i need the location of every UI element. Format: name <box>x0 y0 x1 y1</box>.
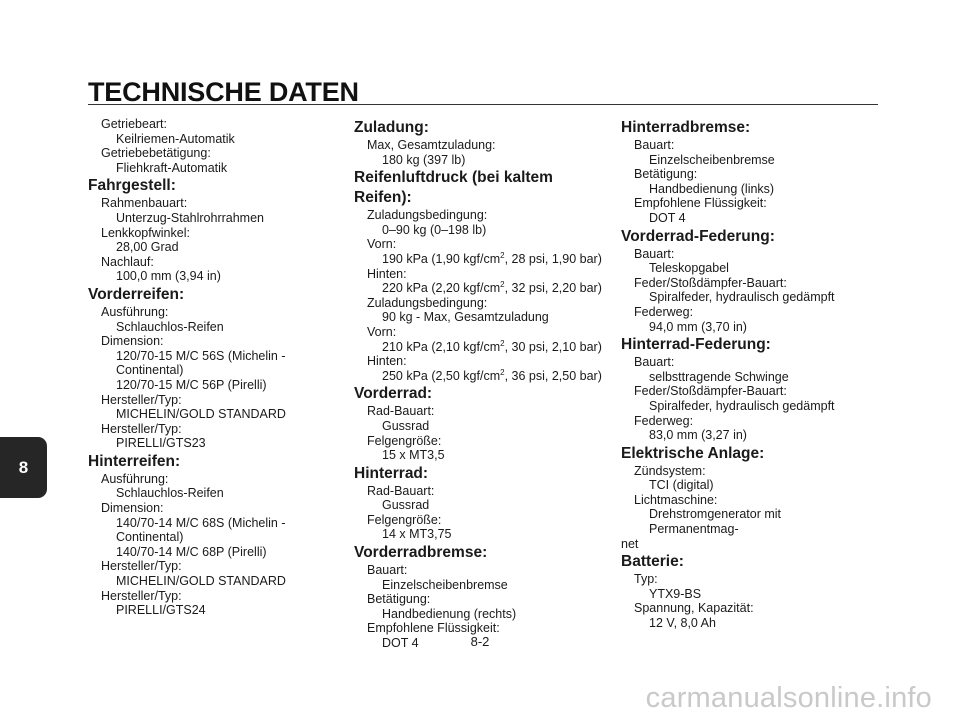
section-heading: Hinterrad: <box>354 464 429 482</box>
spec-value: Keilriemen-Automatik <box>116 131 235 146</box>
spec-value: Gussrad <box>382 498 430 513</box>
spec-value: 140/70-14 M/C 68S (Michelin - <box>116 515 286 530</box>
spec-value: Teleskopgabel <box>649 261 729 276</box>
spec-label: Feder/Stoßdämpfer-Bauart: <box>634 275 787 290</box>
spec-value: Continental) <box>116 530 184 545</box>
spec-value: DOT 4 <box>649 210 686 225</box>
spec-label: Zuladungsbedingung: <box>367 208 488 223</box>
spec-value: TCI (digital) <box>649 478 714 493</box>
spec-value: PIRELLI/GTS23 <box>116 436 206 451</box>
spec-label: Hersteller/Typ: <box>101 559 182 574</box>
spec-label: Lichtmaschine: <box>634 492 718 507</box>
spec-label: Lenkkopfwinkel: <box>101 225 190 240</box>
spec-label: Bauart: <box>367 563 408 578</box>
spec-label: Vorn: <box>367 237 397 252</box>
section-heading: Vorderreifen: <box>88 285 185 303</box>
spec-value: 250 kPa (2,50 kgf/$cm^2$, 36 psi, 2,50 bar) <box>382 367 602 383</box>
spec-value: 120/70-15 M/C 56P (Pirelli) <box>116 377 267 392</box>
spec-value: DOT 4 <box>382 636 419 651</box>
section-heading: Hinterreifen: <box>88 452 181 470</box>
spec-value: Handbedienung (rechts) <box>382 606 517 621</box>
spec-value: 120/70-15 M/C 56S (Michelin - <box>116 348 286 363</box>
title-underline <box>88 104 878 105</box>
spec-label: Spannung, Kapazität: <box>634 601 754 616</box>
spec-value: Gussrad <box>382 418 430 433</box>
spec-value-continued: net <box>621 536 639 551</box>
section-heading: Hinterradbremse: <box>621 119 751 136</box>
spec-column-1 <box>88 117 338 618</box>
spec-label: Rahmenbauart: <box>101 196 188 211</box>
spec-label: Bauart: <box>634 138 675 152</box>
spec-label: Max, Gesamtzuladung: <box>367 138 496 152</box>
spec-value: Continental) <box>116 363 184 378</box>
spec-label: Bauart: <box>634 355 675 370</box>
spec-label: Federweg: <box>634 304 694 319</box>
spec-value: Schlauchlos-Reifen <box>116 486 224 501</box>
spec-label: Empfohlene Flüssigkeit: <box>367 621 500 636</box>
section-heading: Batterie: <box>621 553 684 571</box>
section-heading: Hinterrad-Federung: <box>621 336 771 354</box>
spec-label: Hinten: <box>367 354 407 369</box>
spec-column-2 <box>354 117 604 651</box>
spec-label: Hersteller/Typ: <box>101 392 182 407</box>
spec-value: 94,0 mm (3,70 in) <box>649 319 747 334</box>
spec-value: Einzelscheibenbremse <box>649 152 775 167</box>
spec-value: Spiralfeder, hydraulisch gedämpft <box>649 290 835 305</box>
spec-label: Dimension: <box>101 334 164 349</box>
spec-value: 90 kg - Max, Gesamtzuladung <box>382 310 549 325</box>
spec-value: 190 kPa (1,90 kgf/$cm^2$, 28 psi, 1,90 bar) <box>382 250 602 266</box>
spec-label: Dimension: <box>101 501 164 516</box>
spec-label: Hinten: <box>367 266 407 281</box>
section-heading: Fahrgestell: <box>88 177 176 195</box>
spec-value: 12 V, 8,0 Ah <box>649 616 716 631</box>
spec-label: Rad-Bauart: <box>367 404 435 419</box>
spec-label: Felgengröße: <box>367 433 442 448</box>
spec-label: Hersteller/Typ: <box>101 588 182 603</box>
spec-value: 210 kPa (2,10 kgf/$cm^2$, 30 psi, 2,10 bar) <box>382 338 602 354</box>
spec-label: Felgengröße: <box>367 512 442 527</box>
spec-label: Typ: <box>634 572 658 587</box>
spec-value: Fliehkraft-Automatik <box>116 160 228 175</box>
spec-value: Schlauchlos-Reifen <box>116 319 224 334</box>
spec-label: Rad-Bauart: <box>367 483 435 498</box>
spec-label: Hersteller/Typ: <box>101 421 182 436</box>
spec-value: YTX9-BS <box>649 586 702 601</box>
spec-label: Getriebeart: <box>101 117 168 131</box>
spec-value: PIRELLI/GTS24 <box>116 603 206 618</box>
spec-value: 15 x MT3,5 <box>382 448 445 463</box>
spec-label: Betätigung: <box>634 167 698 182</box>
spec-value: MICHELIN/GOLD STANDARD <box>116 574 286 589</box>
section-heading: Reifenluftdruck (bei kaltem Reifen): <box>354 169 553 207</box>
spec-column-3 <box>621 117 871 631</box>
spec-label: Vorn: <box>367 324 397 339</box>
spec-value: Handbedienung (links) <box>649 181 775 196</box>
page-number: 8-2 <box>470 634 490 649</box>
section-heading: Vorderrad: <box>354 385 433 403</box>
chapter-tab: 8 <box>0 437 47 498</box>
spec-label: Betätigung: <box>367 592 431 607</box>
spec-label: Nachlauf: <box>101 254 154 269</box>
spec-value: 0–90 kg (0–198 lb) <box>382 222 487 237</box>
spec-label: Feder/Stoßdämpfer-Bauart: <box>634 384 787 399</box>
watermark: carmanualsonline.info <box>645 682 932 714</box>
section-heading: Elektrische Anlage: <box>621 444 765 462</box>
spec-value: 83,0 mm (3,27 in) <box>649 428 747 443</box>
page-title: TECHNISCHE DATEN <box>88 77 359 107</box>
spec-value: 14 x MT3,75 <box>382 527 452 542</box>
spec-value: 28,00 Grad <box>116 240 179 255</box>
spec-value: 220 kPa (2,20 kgf/$cm^2$, 32 psi, 2,20 bar) <box>382 280 602 296</box>
spec-label: Getriebebetätigung: <box>101 146 211 161</box>
spec-value: 180 kg (397 lb) <box>382 152 466 167</box>
spec-label: Federweg: <box>634 413 694 428</box>
spec-value: Einzelscheibenbremse <box>382 577 508 592</box>
spec-value: Unterzug-Stahlrohrrahmen <box>116 210 264 225</box>
spec-label: Zündsystem: <box>634 463 706 478</box>
spec-label: Bauart: <box>634 246 675 261</box>
spec-label: Ausführung: <box>101 304 169 319</box>
section-heading: Zuladung: <box>354 119 429 136</box>
spec-value: Spiralfeder, hydraulisch gedämpft <box>649 398 835 413</box>
spec-label: Zuladungsbedingung: <box>367 295 488 310</box>
spec-label: Empfohlene Flüssigkeit: <box>634 196 767 211</box>
spec-value: selbsttragende Schwinge <box>649 369 789 384</box>
section-heading: Vorderrad-Federung: <box>621 227 775 245</box>
spec-label: Ausführung: <box>101 471 169 486</box>
spec-value: MICHELIN/GOLD STANDARD <box>116 407 286 422</box>
spec-value: 140/70-14 M/C 68P (Pirelli) <box>116 544 267 559</box>
spec-value: Drehstromgenerator mit Permanentmag- <box>649 507 781 537</box>
section-heading: Vorderradbremse: <box>354 544 488 562</box>
spec-value: 100,0 mm (3,94 in) <box>116 269 221 284</box>
